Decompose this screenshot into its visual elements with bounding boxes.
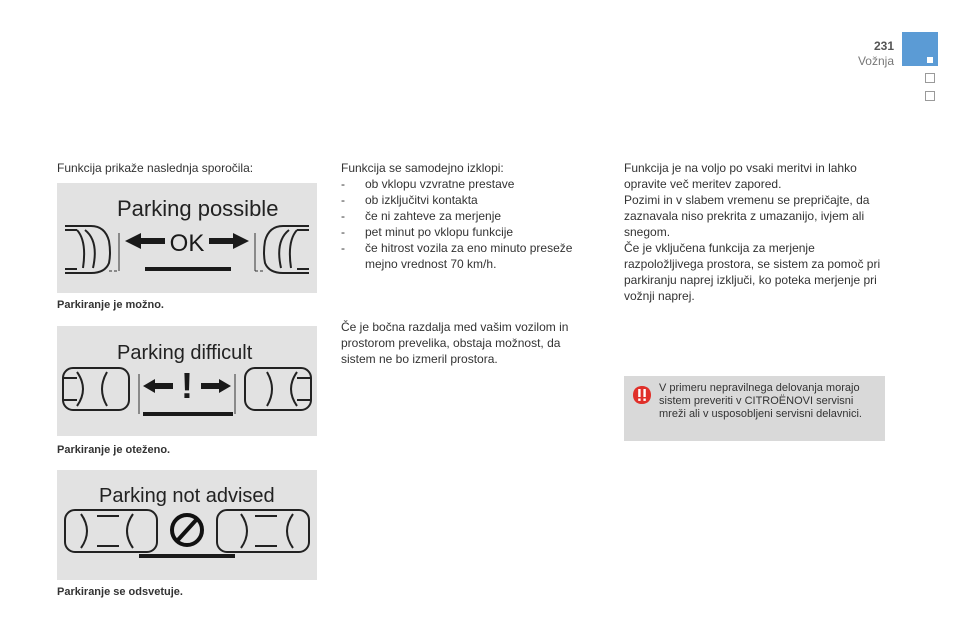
car-left-icon	[65, 226, 110, 273]
right-paragraph-1: Funkcija je na voljo po vsaki meritvi in lahko opravite več meritev zapored.	[624, 161, 857, 191]
list-item: - pet minut po vklopu funkcije	[341, 224, 586, 240]
arrow-right-icon	[209, 233, 249, 249]
page-number: 231	[873, 39, 894, 53]
car-left-icon	[63, 368, 129, 410]
section-title: Vožnja	[857, 54, 894, 68]
car-right-icon	[245, 368, 311, 410]
right-column	[624, 160, 889, 304]
list-item: - če hitrost vozila za eno minuto preseže mejno vrednost 70 km/h.	[341, 240, 586, 272]
list-item: - ob vklopu vzvratne prestave	[341, 176, 586, 192]
list-item: - ob izključitvi kontakta	[341, 192, 586, 208]
caption-parking-not-advised: Parkiranje se odsvetuje.	[57, 586, 183, 598]
display-bar	[145, 267, 231, 271]
display-title: Parking not advised	[99, 485, 275, 507]
display-mark-ok: OK	[169, 230, 205, 257]
right-paragraph-3: Če je vključena funkcija za merjenje razpoložljivega prostora, se sistem za pomoč pri parkiranju naprej izključi, ko poteka merjenje pri vožnji naprej.	[624, 241, 881, 303]
right-paragraph-2: Pozimi in v slabem vremenu se prepričajte, da zaznavala niso prekrita z umazanijo, ivjem ali snegom.	[624, 193, 870, 239]
display-parking-difficult	[57, 326, 317, 436]
car-right-icon	[264, 226, 309, 273]
display-parking-not-advised	[57, 470, 317, 580]
middle-column	[341, 160, 586, 272]
chapter-tab-marker	[927, 57, 933, 63]
deactivation-list	[341, 176, 586, 272]
list-item: - če ni zahteve za merjenje	[341, 208, 586, 224]
display-mark-exclamation: !	[181, 365, 193, 406]
arrow-left-icon	[125, 233, 165, 249]
warning-text: V primeru nepravilnega delovanja morajo sistem preveriti v CITROËNOVI servisni mreži ali v usposobljeni servisni delavnici.	[659, 382, 862, 420]
display-title: Parking difficult	[117, 342, 253, 364]
display-title: Parking possible	[117, 196, 279, 221]
car-left-icon	[65, 510, 157, 552]
middle-intro: Funkcija se samodejno izklopi:	[341, 161, 504, 175]
exclamation-circle-icon	[632, 385, 652, 405]
arrow-right-icon	[201, 379, 231, 393]
middle-note: Če je bočna razdalja med vašim vozilom in prostorom prevelika, obstaja možnost, da sistem ne bo izmeril prostora.	[341, 320, 569, 366]
display-bar	[143, 412, 233, 416]
display-bar	[139, 554, 235, 558]
car-right-icon	[217, 510, 309, 552]
chapter-tab-empty[interactable]	[925, 73, 935, 83]
prohibited-icon	[172, 515, 202, 545]
caption-parking-difficult: Parkiranje je oteženo.	[57, 444, 171, 456]
display-parking-possible	[57, 183, 317, 293]
chapter-tab-empty[interactable]	[925, 91, 935, 101]
arrow-left-icon	[143, 379, 173, 393]
left-intro: Funkcija prikaže naslednja sporočila:	[57, 161, 254, 175]
caption-parking-possible: Parkiranje je možno.	[57, 299, 164, 311]
